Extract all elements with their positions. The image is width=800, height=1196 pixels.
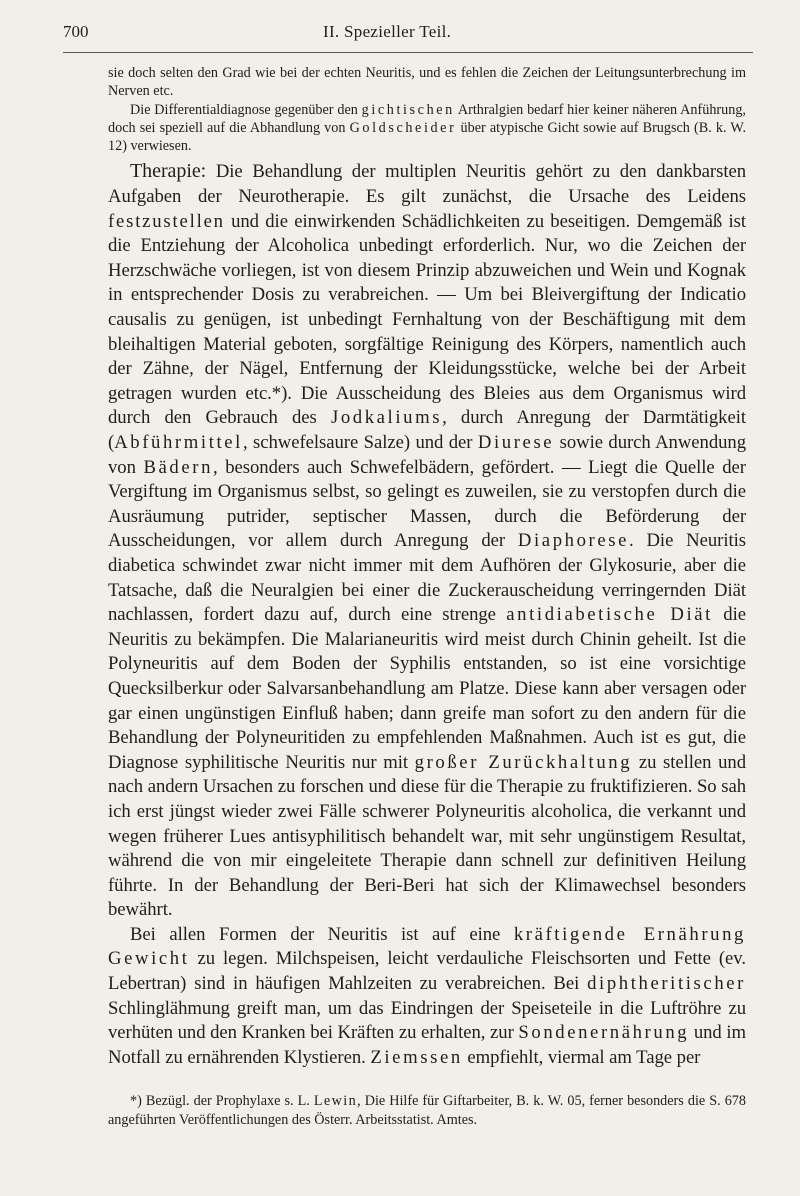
- therapy-paragraph: Therapie: Die Behandlung der multiplen Neuritis gehört zu den dankbarsten Aufgaben der Neurotherapie. Es gilt zunächst, die Ursache des Leidens festzustellen und die einwirkenden Schädlichkeiten zu beseitigen. Demgemäß ist die Entziehung der Alcoholica unbedingt erforderlich. Nur, wo die Zeichen der Herzschwäche vorliegen, ist von diesem Prinzip abzuweichen und Wein und Kognak in entsprechender Dosis zu verabreichen. — Um bei Bleivergiftung der Indicatio causalis zu genügen, ist unbedingt Fernhaltung von der Beschäftigung mit dem bleihaltigen Material geboten, sorgfältige Reinigung des Körpers, namentlich auch der Zähne, der Nägel, Entfernung der Kleidungsstücke, welche bei der Arbeit getragen wurden etc.*). Die Ausscheidung des Bleies aus dem Organismus wird durch den Gebrauch des Jodkaliums, durch Anregung der Darmtätigkeit (Abführmittel, schwefelsaure Salze) und der Diurese sowie durch Anwendung von Bädern, besonders auch Schwefelbädern, gefördert. — Liegt die Quelle der Vergiftung im Organismus selbst, so gelingt es zuweilen, sie zu verstopfen durch die Ausräumung putrider, septischer Massen, durch die Beförderung der Ausscheidungen, vor allem durch Anregung der Diaphorese. Die Neuritis diabetica schwindet zwar nicht immer mit dem Aufhören der Glykosurie, aber die Tatsache, daß die Neuralgien bei einer die Zuckerauscheidung verringernden Diät nachlassen, fordert dazu auf, durch eine strenge antidiabetische Diät die Neuritis zu bekämpfen. Die Malarianeuritis wird meist durch Chinin geheilt. Ist die Polyneuritis auf dem Boden der Syphilis entstanden, so ist eine vorsichtige Quecksilberkur oder Salvarsanbehandlung am Platze. Diese kann aber versagen oder gar einen ungünstigen Einfluß haben; dann greife man sofort zu den andern für die Behandlung der Polyneuritiden zu empfehlenden Maßnahmen. Auch ist es gut, die Diagnose syphilitische Neuritis nur mit großer Zurückhaltung zu stellen und nach andern Ursachen zu forschen und diese für die Therapie zu fruktifizieren. So sah ich erst jüngst wieder zwei Fälle schwerer Polyneuritis alcoholica, die verkannt und wegen früherer Lues antisyphilitisch behandelt war, mit sehr ungünstigem Resultat, während die von mir eingeleitete Therapie dann schnell zur definitiven Heilung führte. In der Behandlung der Beri-Beri hat sich der Klimawechsel besonders bewährt.: [108, 160, 747, 921]
- header-rule: [63, 52, 753, 53]
- differential-diagnosis-paragraph: Die Differentialdiagnose gegenüber den gichtischen Arthralgien bedarf hier keiner näheren Anführung, doch sei speziell auf die Abhandlung von Goldscheider über atypische Gicht sowie auf Brugsch (B. k. W. 12) verwiesen.: [108, 101, 746, 155]
- therapy-heading: Therapie:: [130, 160, 207, 183]
- nutrition-paragraph: Bei allen Formen der Neuritis ist auf eine kräftigende Ernährung Gewicht zu legen. Milchspeisen, leicht verdauliche Fleischsorten und Fette (ev. Lebertran) sind in häufigen Mahlzeiten zu verabreichen. Bei diphtheritischer Schlinglähmung greift man, um das Eindringen der Speiseteile in die Luftröhre zu verhüten und den Kranken bei Kräften zu erhalten, zur Sondenernährung und im Notfall zu ernährenden Klystieren. Ziemssen empfiehlt, viermal am Tage per: [108, 923, 746, 1068]
- running-head: II. Spezieller Teil.: [323, 22, 452, 41]
- footnote: *) Bezügl. der Prophylaxe s. L. Lewin, Die Hilfe für Giftarbeiter, B. k. W. 05, ferner besonders die S. 678 angeführten Veröffentlichungen des Österr. Arbeitsstatist. Amtes.: [108, 1093, 746, 1128]
- page-header: [63, 22, 753, 46]
- page-body: [108, 64, 746, 1129]
- intro-paragraph: sie doch selten den Grad wie bei der echten Neuritis, und es fehlen die Zeichen der Leitungsunterbrechung im Nerven etc.: [108, 65, 746, 100]
- page-number: 700: [63, 22, 89, 41]
